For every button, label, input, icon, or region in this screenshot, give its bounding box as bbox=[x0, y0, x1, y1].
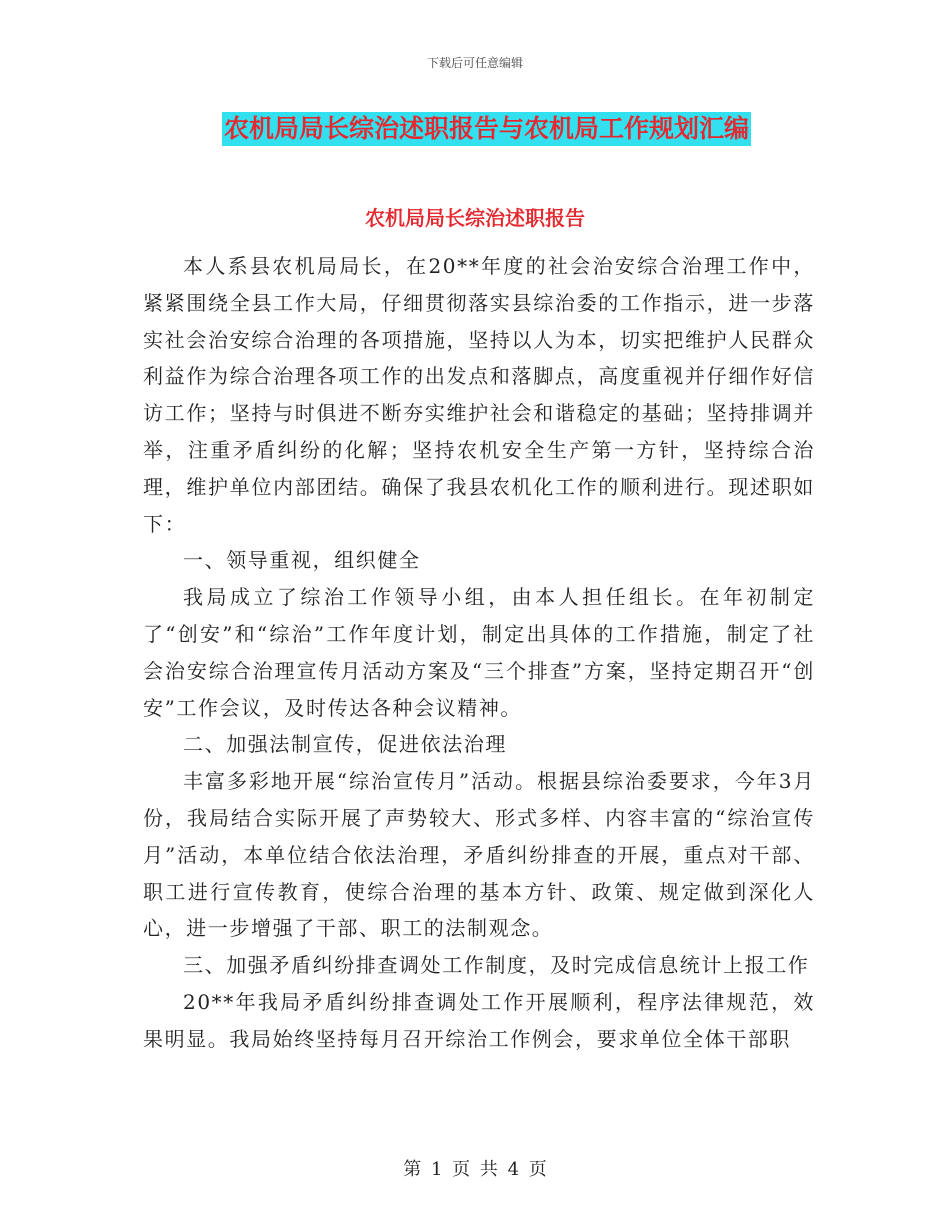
paragraph-section-2: 丰富多彩地开展“综治宣传月”活动。根据县综治委要求，今年3月份，我局结合实际开展了声势较大、形式多样、内容丰富的“综治宣传月”活动，本单位结合依法治理，矛盾纠纷排查的开展，重点对干部、职工进行宣传教育，使综合治理的基本方针、政策、规定做到深化人心，进一步增强了干部、职工的法制观念。 bbox=[143, 769, 815, 941]
paragraph-section-3: 20**年我局矛盾纠纷排查调处工作开展顺利，程序法律规范，效果明显。我局始终坚持每月召开综治工作例会，要求单位全体干部职 bbox=[143, 989, 815, 1051]
report-title: 农机局局长综治述职报告 bbox=[365, 206, 585, 230]
paragraph-section-1: 我局成立了综治工作领导小组，由本人担任组长。在年初制定了“创安”和“综治”工作年度计划，制定出具体的工作措施，制定了社会治安综合治理宣传月活动方案及“三个排查”方案，坚持定期召开“创安”工作会议，及时传达各种会议精神。 bbox=[143, 585, 815, 720]
page-header-note: 下载后可任意编辑 bbox=[426, 56, 523, 70]
document-main-title: 农机局局长综治述职报告与农机局工作规划汇编 bbox=[222, 112, 751, 146]
section-heading-3: 三、加强矛盾纠纷排查调处工作制度，及时完成信息统计上报工作 bbox=[183, 953, 810, 978]
section-heading-1: 一、领导重视，组织健全 bbox=[183, 548, 421, 573]
page-number: 第 1 页 共 4 页 bbox=[403, 1159, 547, 1180]
paragraph-intro: 本人系县农机局局长，在20**年度的社会治安综合治理工作中，紧紧围绕全县工作大局，仔细贯彻落实县综治委的工作指示，进一步落实社会治安综合治理的各项措施，坚持以人为本，切实把维护人民群众利益作为综合治理各项工作的出发点和落脚点，高度重视并仔细作好信访工作；坚持与时俱进不断夯实维护社会和谐稳定的基础；坚持排调并举，注重矛盾纠纷的化解；坚持农机安全生产第一方针，坚持综合治理，维护单位内部团结。确保了我县农机化工作的顺利进行。现述职如下： bbox=[143, 254, 815, 536]
section-heading-2: 二、加强法制宣传，促进依法治理 bbox=[183, 732, 507, 757]
document-body bbox=[143, 248, 815, 1058]
